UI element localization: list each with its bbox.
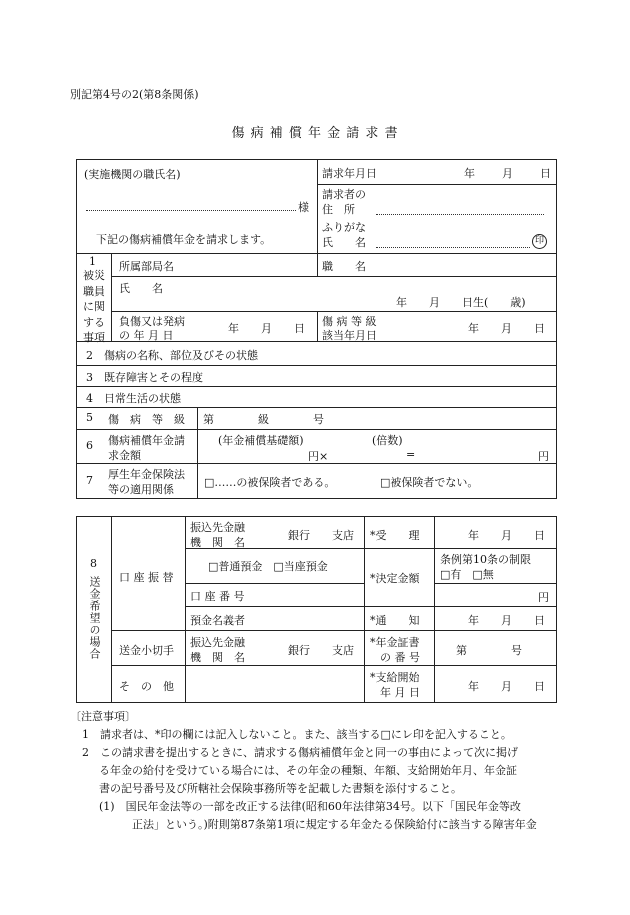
date-month: 月: [502, 167, 513, 180]
grade-date-label-2: 該当年月日: [322, 329, 377, 342]
note-2-line-3: 書の記号番号及び所轄社会保険事務所等を記載した書類を添付すること。: [99, 782, 462, 795]
row-injury-name: 2 傷病の名称、部位及びその状態: [86, 349, 258, 362]
note-2-line-2: る年金の給付を受けている場合には、その年金の種類、年額、支給開始年月、年金証: [99, 764, 517, 777]
birth-date-field: 年 月 日生( 歳): [396, 296, 526, 309]
not-insured-checkbox[interactable]: □被保険者でない。: [380, 476, 479, 489]
injury-date-field: 年 月 日: [228, 322, 305, 335]
start-date-label-2: 年 月 日: [380, 686, 420, 699]
address-label-1: 請求者の: [322, 188, 366, 201]
date-year: 年: [464, 167, 475, 180]
insured-checkbox[interactable]: □……の被保険者である。: [204, 476, 336, 489]
remittance-check-label: 送金小切手: [119, 644, 174, 657]
certificate-number: 第 号: [456, 644, 522, 657]
account-number-label: 口 座 番 号: [190, 590, 245, 603]
claimant-name-field[interactable]: [376, 247, 530, 248]
deposit-type-checkboxes[interactable]: □普通預金 □当座預金: [208, 560, 328, 573]
request-date-label: 請求年月日: [322, 167, 377, 180]
seal-stamp-icon: 印: [532, 234, 547, 249]
bank-branch-field[interactable]: 銀行 支店: [288, 529, 354, 542]
account-transfer-label: 口 座 振 替: [119, 571, 174, 584]
grade-label: 傷 病 等 級: [108, 413, 185, 426]
base-amount-label: (年金補償基礎額): [218, 434, 304, 447]
insurance-label-2: 等の適用関係: [108, 483, 174, 496]
notice-label: *通 知: [370, 614, 420, 627]
grade-date-label-1: 傷 病 等 級: [322, 315, 377, 328]
injury-date-label-2: の 年 月 日: [119, 329, 174, 342]
address-label-2: 住 所: [322, 203, 355, 216]
bank-label-2: 機 関 名: [190, 536, 245, 549]
receipt-date: 年 月 日: [468, 529, 545, 542]
check-bank-branch-field[interactable]: 銀行 支店: [288, 644, 354, 657]
date-day: 日: [540, 167, 551, 180]
row-existing-disability: 3 既存障害とその程度: [86, 371, 203, 384]
limit-rule-label: 条例第10条の制限: [440, 553, 531, 566]
note-2-line-1: 2 この請求書を提出するときに、請求する傷病補償年金と同一の事由によって次に掲げ: [82, 746, 518, 759]
claimant-name-label: 氏 名: [322, 236, 366, 249]
form-reference: 別記第4号の2(第8条関係): [70, 88, 199, 101]
injury-date-label-1: 負傷又は発病: [119, 315, 185, 328]
agency-name-field[interactable]: [86, 210, 296, 211]
certificate-label-1: *年金証書: [370, 636, 420, 649]
amount-label-2: 求金額: [108, 449, 141, 462]
total-amount-unit: 円: [538, 450, 549, 463]
note-2-1-line-1: (1) 国民年金法等の一部を改正する法律(昭和60年法律第34号。以下「国民年金等改: [99, 800, 521, 813]
base-amount-unit: 円×: [308, 450, 329, 463]
account-holder-label: 預金名義者: [190, 614, 245, 627]
bank-label-1: 振込先金融: [190, 521, 245, 534]
check-bank-label-2: 機 関 名: [190, 651, 245, 664]
insurance-label-1: 厚生年金保険法: [108, 468, 185, 481]
amount-label-1: 傷病補償年金請: [108, 434, 185, 447]
multiplier-label: (倍数): [372, 434, 403, 447]
agency-label: (実施機関の職氏名): [84, 168, 181, 181]
receipt-label: *受 理: [370, 529, 420, 542]
form-title: 傷 病 補 償 年 金 請 求 書: [231, 126, 399, 141]
check-bank-label-1: 振込先金融: [190, 636, 245, 649]
grade-date-field: 年 月 日: [468, 322, 545, 335]
job-title-label: 職 名: [322, 260, 366, 273]
notes-heading: 〔注意事項〕: [70, 710, 136, 723]
other-method-label: そ の 他: [119, 680, 174, 693]
section1-label: 被災 職員 に関 する 事項: [83, 269, 105, 344]
row-daily-life: 4 日常生活の状態: [86, 392, 181, 405]
start-date-label-1: *支給開始: [370, 671, 420, 684]
request-statement: 下記の傷病補償年金を請求します。: [96, 233, 272, 246]
department-label: 所属部局名: [119, 260, 174, 273]
honorific: 様: [298, 201, 309, 214]
note-2-1-line-2: 正法」という。)附則第87条第1項に規定する年金たる保険給付に該当する障害年金: [132, 818, 537, 831]
remittance-section-label: 送金希望の場合: [88, 576, 101, 660]
address-field[interactable]: [376, 214, 544, 215]
notice-date: 年 月 日: [468, 614, 545, 627]
note-1: 1 請求者は、*印の欄には記入しないこと。また、該当する□にレ印を記入すること。: [82, 728, 512, 741]
furigana-label: ふりがな: [322, 221, 366, 234]
decided-amount-unit: 円: [538, 591, 549, 604]
employee-name-label: 氏 名: [119, 282, 163, 295]
grade-value: 第 級 号: [203, 413, 324, 426]
limit-rule-checkboxes: □有 □無: [440, 568, 494, 581]
decided-amount-label: *決定金額: [370, 572, 420, 585]
start-date: 年 月 日: [468, 680, 545, 693]
certificate-label-2: の 番 号: [380, 651, 420, 664]
